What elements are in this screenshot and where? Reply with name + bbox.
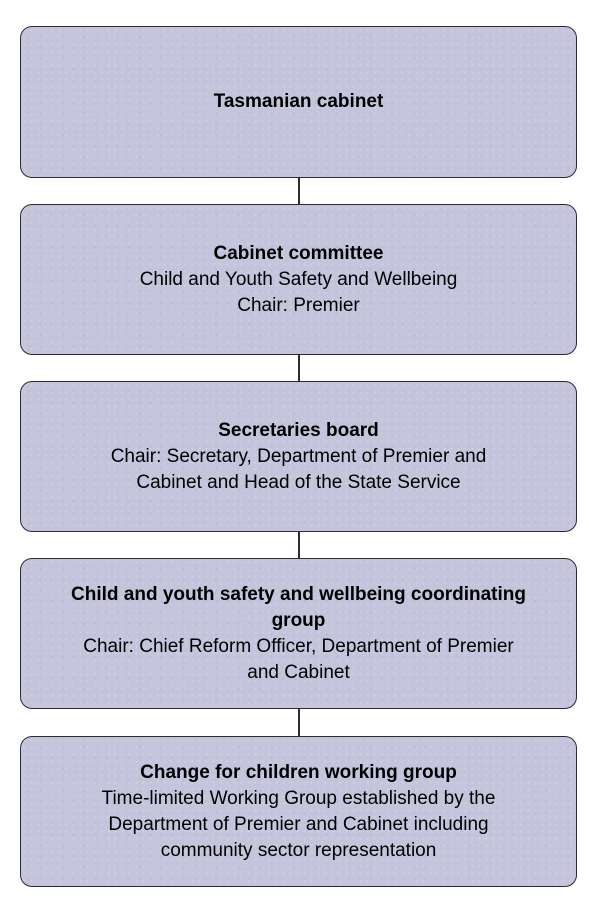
connector-line xyxy=(298,532,300,558)
node-title: Tasmanian cabinet xyxy=(213,91,384,112)
node-title: Secretaries board xyxy=(218,419,379,441)
node-line: Chair: Secretary, Department of Premier and xyxy=(110,445,487,467)
node-cabinet-committee xyxy=(20,204,577,355)
node-working-group xyxy=(20,736,577,887)
connector-line xyxy=(298,355,300,381)
connector-line xyxy=(298,178,300,204)
node-line: Time-limited Working Group established by the xyxy=(101,787,496,809)
node-title: Change for children working group xyxy=(140,761,457,783)
node-title: Cabinet committee xyxy=(213,242,384,264)
node-title: Child and youth safety and wellbeing coordinating group xyxy=(71,583,526,631)
node-line: Cabinet and Head of the State Service xyxy=(136,471,461,493)
node-line: Department of Premier and Cabinet including xyxy=(108,813,489,835)
node-tasmanian-cabinet xyxy=(20,26,577,178)
node-line: community sector representation xyxy=(160,839,437,861)
node-coordinating-group xyxy=(20,558,577,709)
node-line: and Cabinet xyxy=(247,661,350,683)
node-secretaries-board xyxy=(20,381,577,532)
node-line: Chair: Chief Reform Officer, Department of Premier xyxy=(83,635,514,657)
node-line: Chair: Premier xyxy=(237,294,360,316)
node-line: Child and Youth Safety and Wellbeing xyxy=(139,268,458,290)
connector-line xyxy=(298,709,300,736)
